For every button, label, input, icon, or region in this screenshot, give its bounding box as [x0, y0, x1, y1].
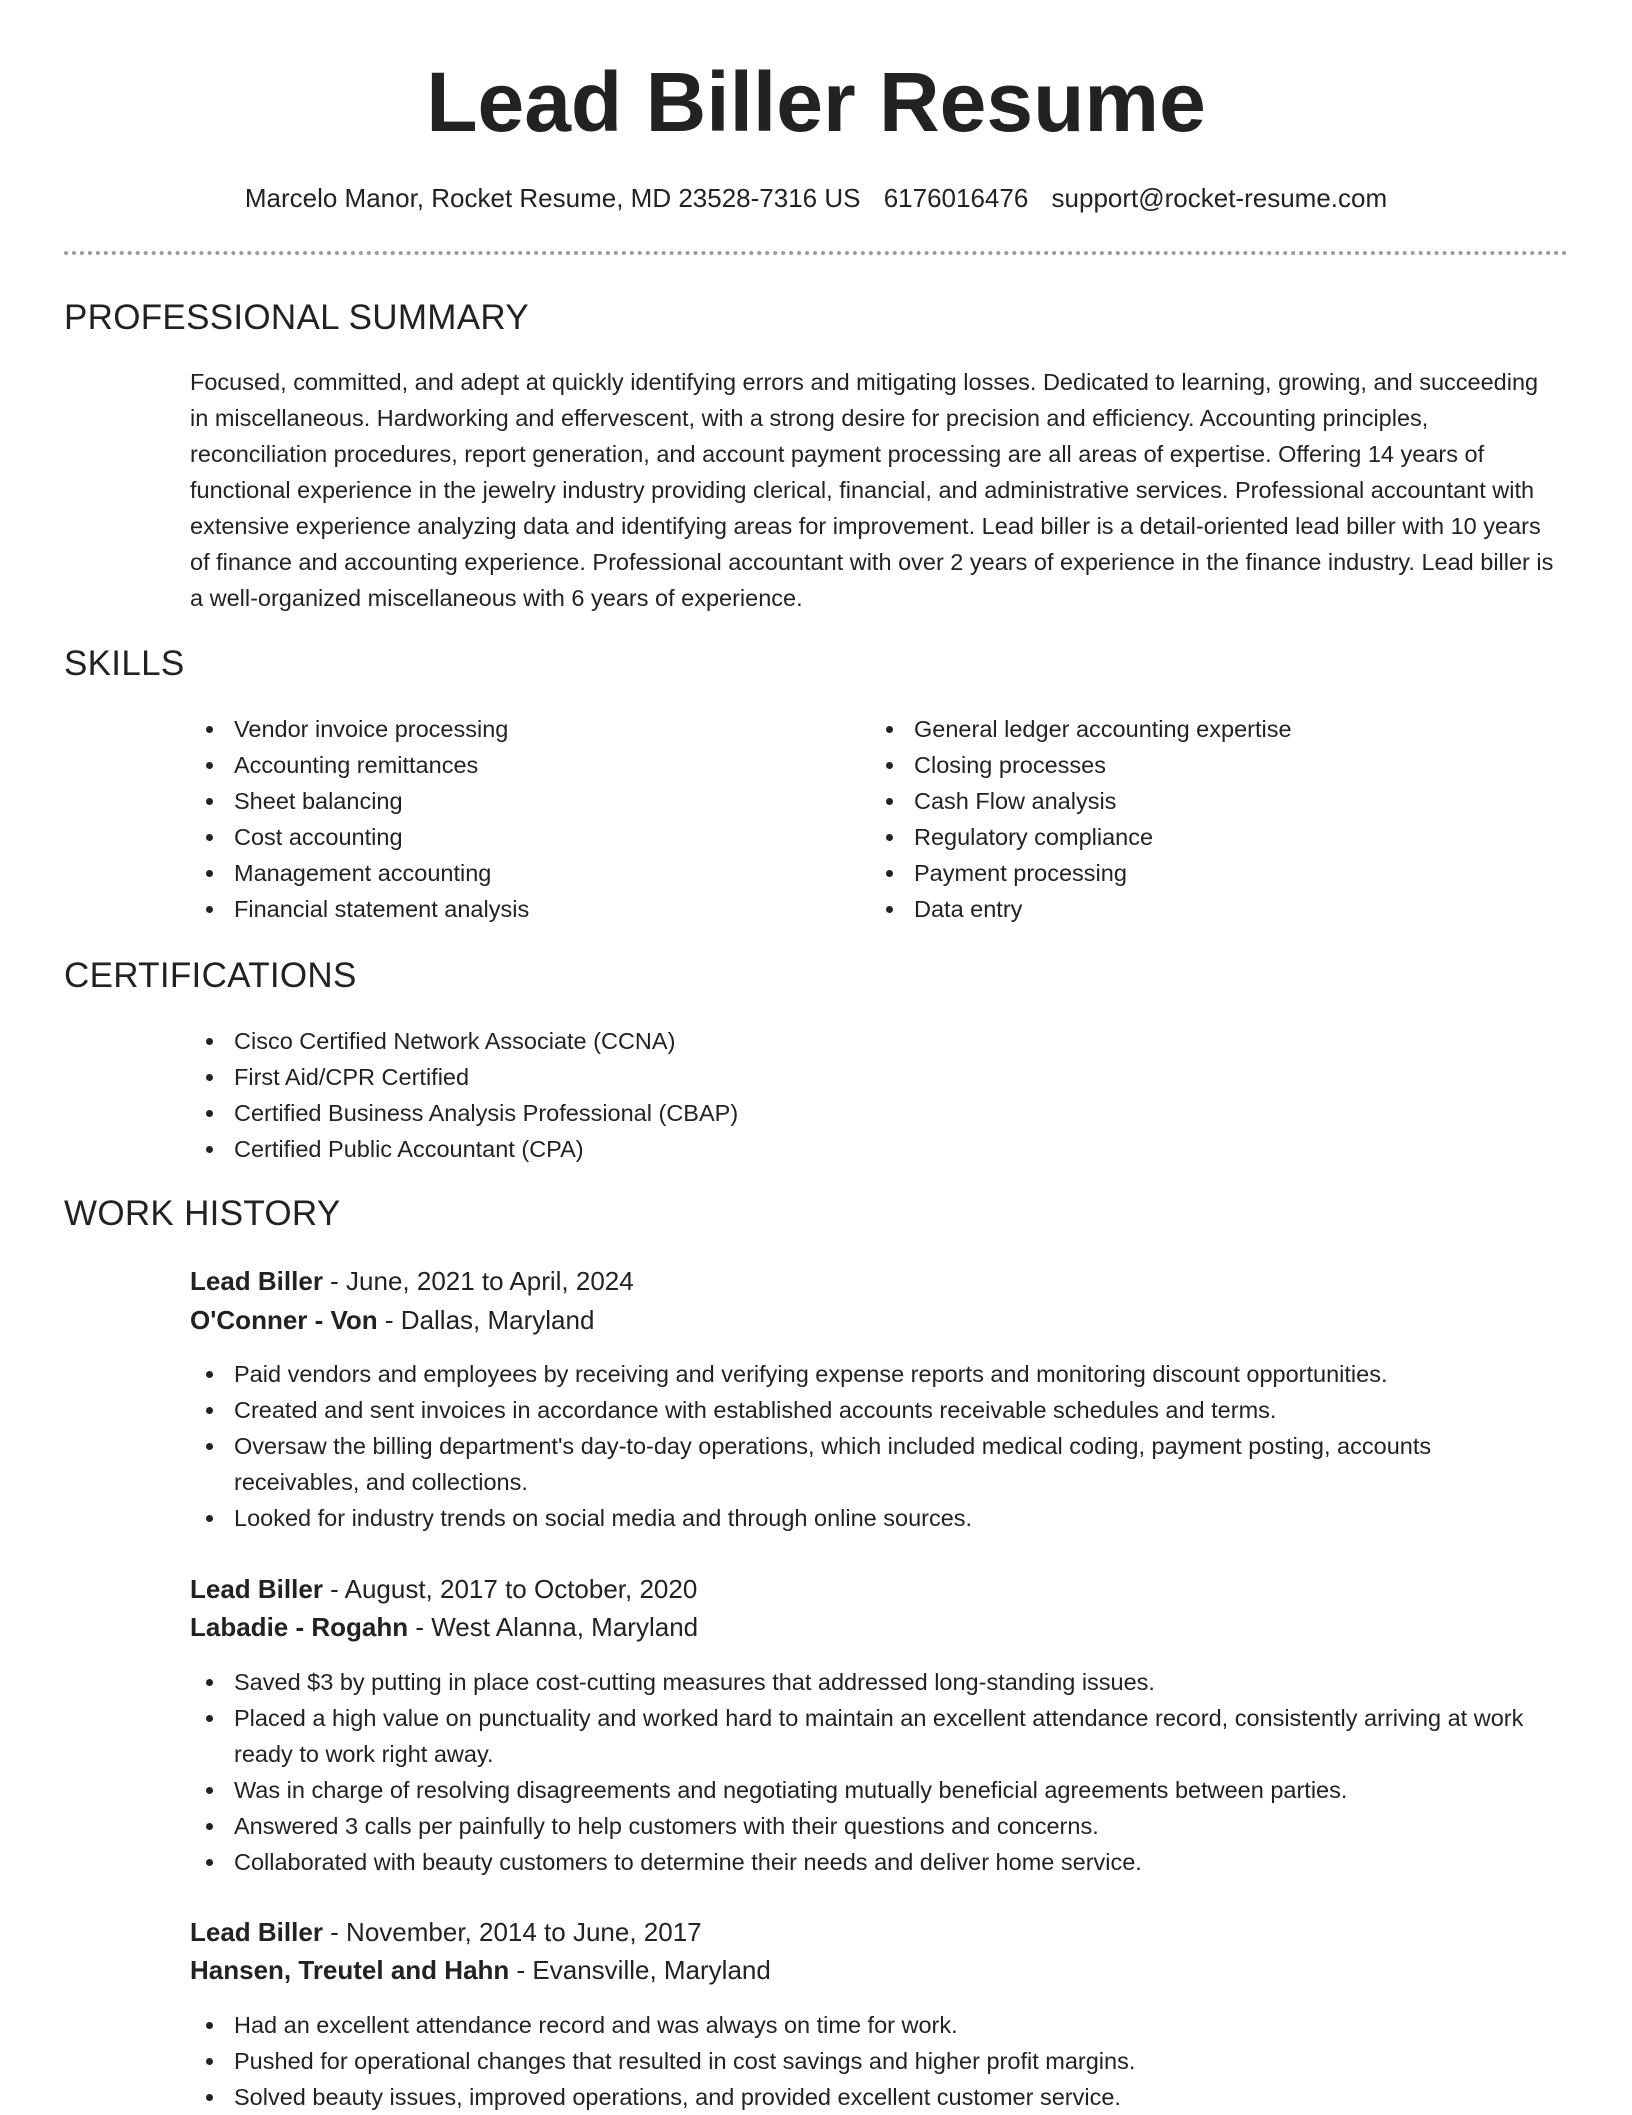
resume-title: Lead Biller Resume [426, 55, 1206, 149]
job-dates: - June, 2021 to April, 2024 [322, 1266, 634, 1296]
skills-list-right [870, 711, 1470, 927]
skills-heading: SKILLS [64, 644, 185, 683]
header-divider [64, 251, 1568, 255]
job-bullets [190, 1664, 1560, 1880]
skills-list-left [190, 711, 790, 927]
skill-item: Cash Flow analysis [870, 783, 1470, 819]
certification-item: First Aid/CPR Certified [190, 1059, 1190, 1095]
job-dates: - August, 2017 to October, 2020 [322, 1574, 698, 1604]
certifications-list [190, 1023, 1190, 1167]
job-bullet: Solved beauty issues, improved operations, and provided excellent customer service. [190, 2079, 1540, 2115]
job-bullet: Pushed for operational changes that resulted in cost savings and higher profit margins. [190, 2043, 1540, 2079]
job-bullet: Had an excellent attendance record and was always on time for work. [190, 2007, 1540, 2043]
skill-item: Regulatory compliance [870, 819, 1470, 855]
job-bullet: Created and sent invoices in accordance with established accounts receivable schedules and terms. [190, 1392, 1540, 1428]
skill-item: Management accounting [190, 855, 790, 891]
contact-phone: 6176016476 [883, 183, 1029, 213]
contact-email: support@rocket-resume.com [1051, 183, 1388, 213]
summary-heading: PROFESSIONAL SUMMARY [64, 298, 529, 337]
job-title: Lead Biller [190, 1917, 323, 1947]
contact-line [0, 180, 1632, 216]
job-bullet: Saved $3 by putting in place cost-cutting measures that addressed long-standing issues. [190, 1664, 1560, 1700]
job-title-line [190, 1570, 697, 1608]
certification-item: Certified Public Accountant (CPA) [190, 1131, 1190, 1167]
skill-item: Vendor invoice processing [190, 711, 790, 747]
skill-item: Closing processes [870, 747, 1470, 783]
job-bullet: Paid vendors and employees by receiving and verifying expense reports and monitoring discount opportunities. [190, 1356, 1540, 1392]
job-title: Lead Biller [190, 1574, 323, 1604]
job-location: - West Alanna, Maryland [408, 1612, 699, 1642]
job-bullet: Was in charge of resolving disagreements and negotiating mutually beneficial agreements between parties. [190, 1772, 1560, 1808]
job-company: Hansen, Treutel and Hahn [190, 1955, 510, 1985]
job-company-line [190, 1951, 771, 1989]
job-company-line [190, 1608, 698, 1646]
certification-item: Cisco Certified Network Associate (CCNA) [190, 1023, 1190, 1059]
skill-item: Cost accounting [190, 819, 790, 855]
job-company: O'Conner - Von [190, 1305, 378, 1335]
job-company: Labadie - Rogahn [190, 1612, 409, 1642]
job-title: Lead Biller [190, 1266, 323, 1296]
job-company-line [190, 1301, 594, 1339]
skill-item: Financial statement analysis [190, 891, 790, 927]
certification-item: Certified Business Analysis Professional (CBAP) [190, 1095, 1190, 1131]
certifications-heading: CERTIFICATIONS [64, 956, 357, 995]
skill-item: Sheet balancing [190, 783, 790, 819]
work-history-heading: WORK HISTORY [64, 1194, 341, 1233]
job-bullet: Collaborated with beauty customers to determine their needs and deliver home service. [190, 1844, 1560, 1880]
job-title-line [190, 1913, 702, 1951]
contact-address: Marcelo Manor, Rocket Resume, MD 23528-7316 US [244, 183, 861, 213]
job-title-line [190, 1262, 634, 1300]
skill-item: Data entry [870, 891, 1470, 927]
job-bullet: Placed a high value on punctuality and worked hard to maintain an excellent attendance record, consistently arriving at work ready to work right away. [190, 1700, 1560, 1772]
summary-text: Focused, committed, and adept at quickly identifying errors and mitigating losses. Dedicated to learning, growing, and succeeding in miscellaneous. Hardworking and effervescent, with a strong desire for precision and efficiency. Accounting principles, reconciliation procedures, report generation, and account payment processing are all areas of expertise. Offering 14 years of functional experience in the jewelry industry providing clerical, financial, and administrative services. Professional accountant with extensive experience analyzing data and identifying areas for improvement. Lead biller is a detail-oriented lead biller with 10 years of finance and accounting experience. Professional accountant with over 2 years of experience in the finance industry. Lead biller is a well-organized miscellaneous with 6 years of experience. [190, 369, 1554, 611]
job-dates: - November, 2014 to June, 2017 [322, 1917, 702, 1947]
skill-item: Payment processing [870, 855, 1470, 891]
job-bullet: Oversaw the billing department's day-to-day operations, which included medical coding, payment posting, accounts receivables, and collections. [190, 1428, 1540, 1500]
job-location: - Evansville, Maryland [509, 1955, 771, 1985]
job-bullet: Looked for industry trends on social media and through online sources. [190, 1500, 1540, 1536]
skill-item: General ledger accounting expertise [870, 711, 1470, 747]
job-bullet: Answered 3 calls per painfully to help customers with their questions and concerns. [190, 1808, 1560, 1844]
job-bullets [190, 2007, 1540, 2115]
skill-item: Accounting remittances [190, 747, 790, 783]
job-bullets [190, 1356, 1540, 1536]
job-location: - Dallas, Maryland [377, 1305, 595, 1335]
